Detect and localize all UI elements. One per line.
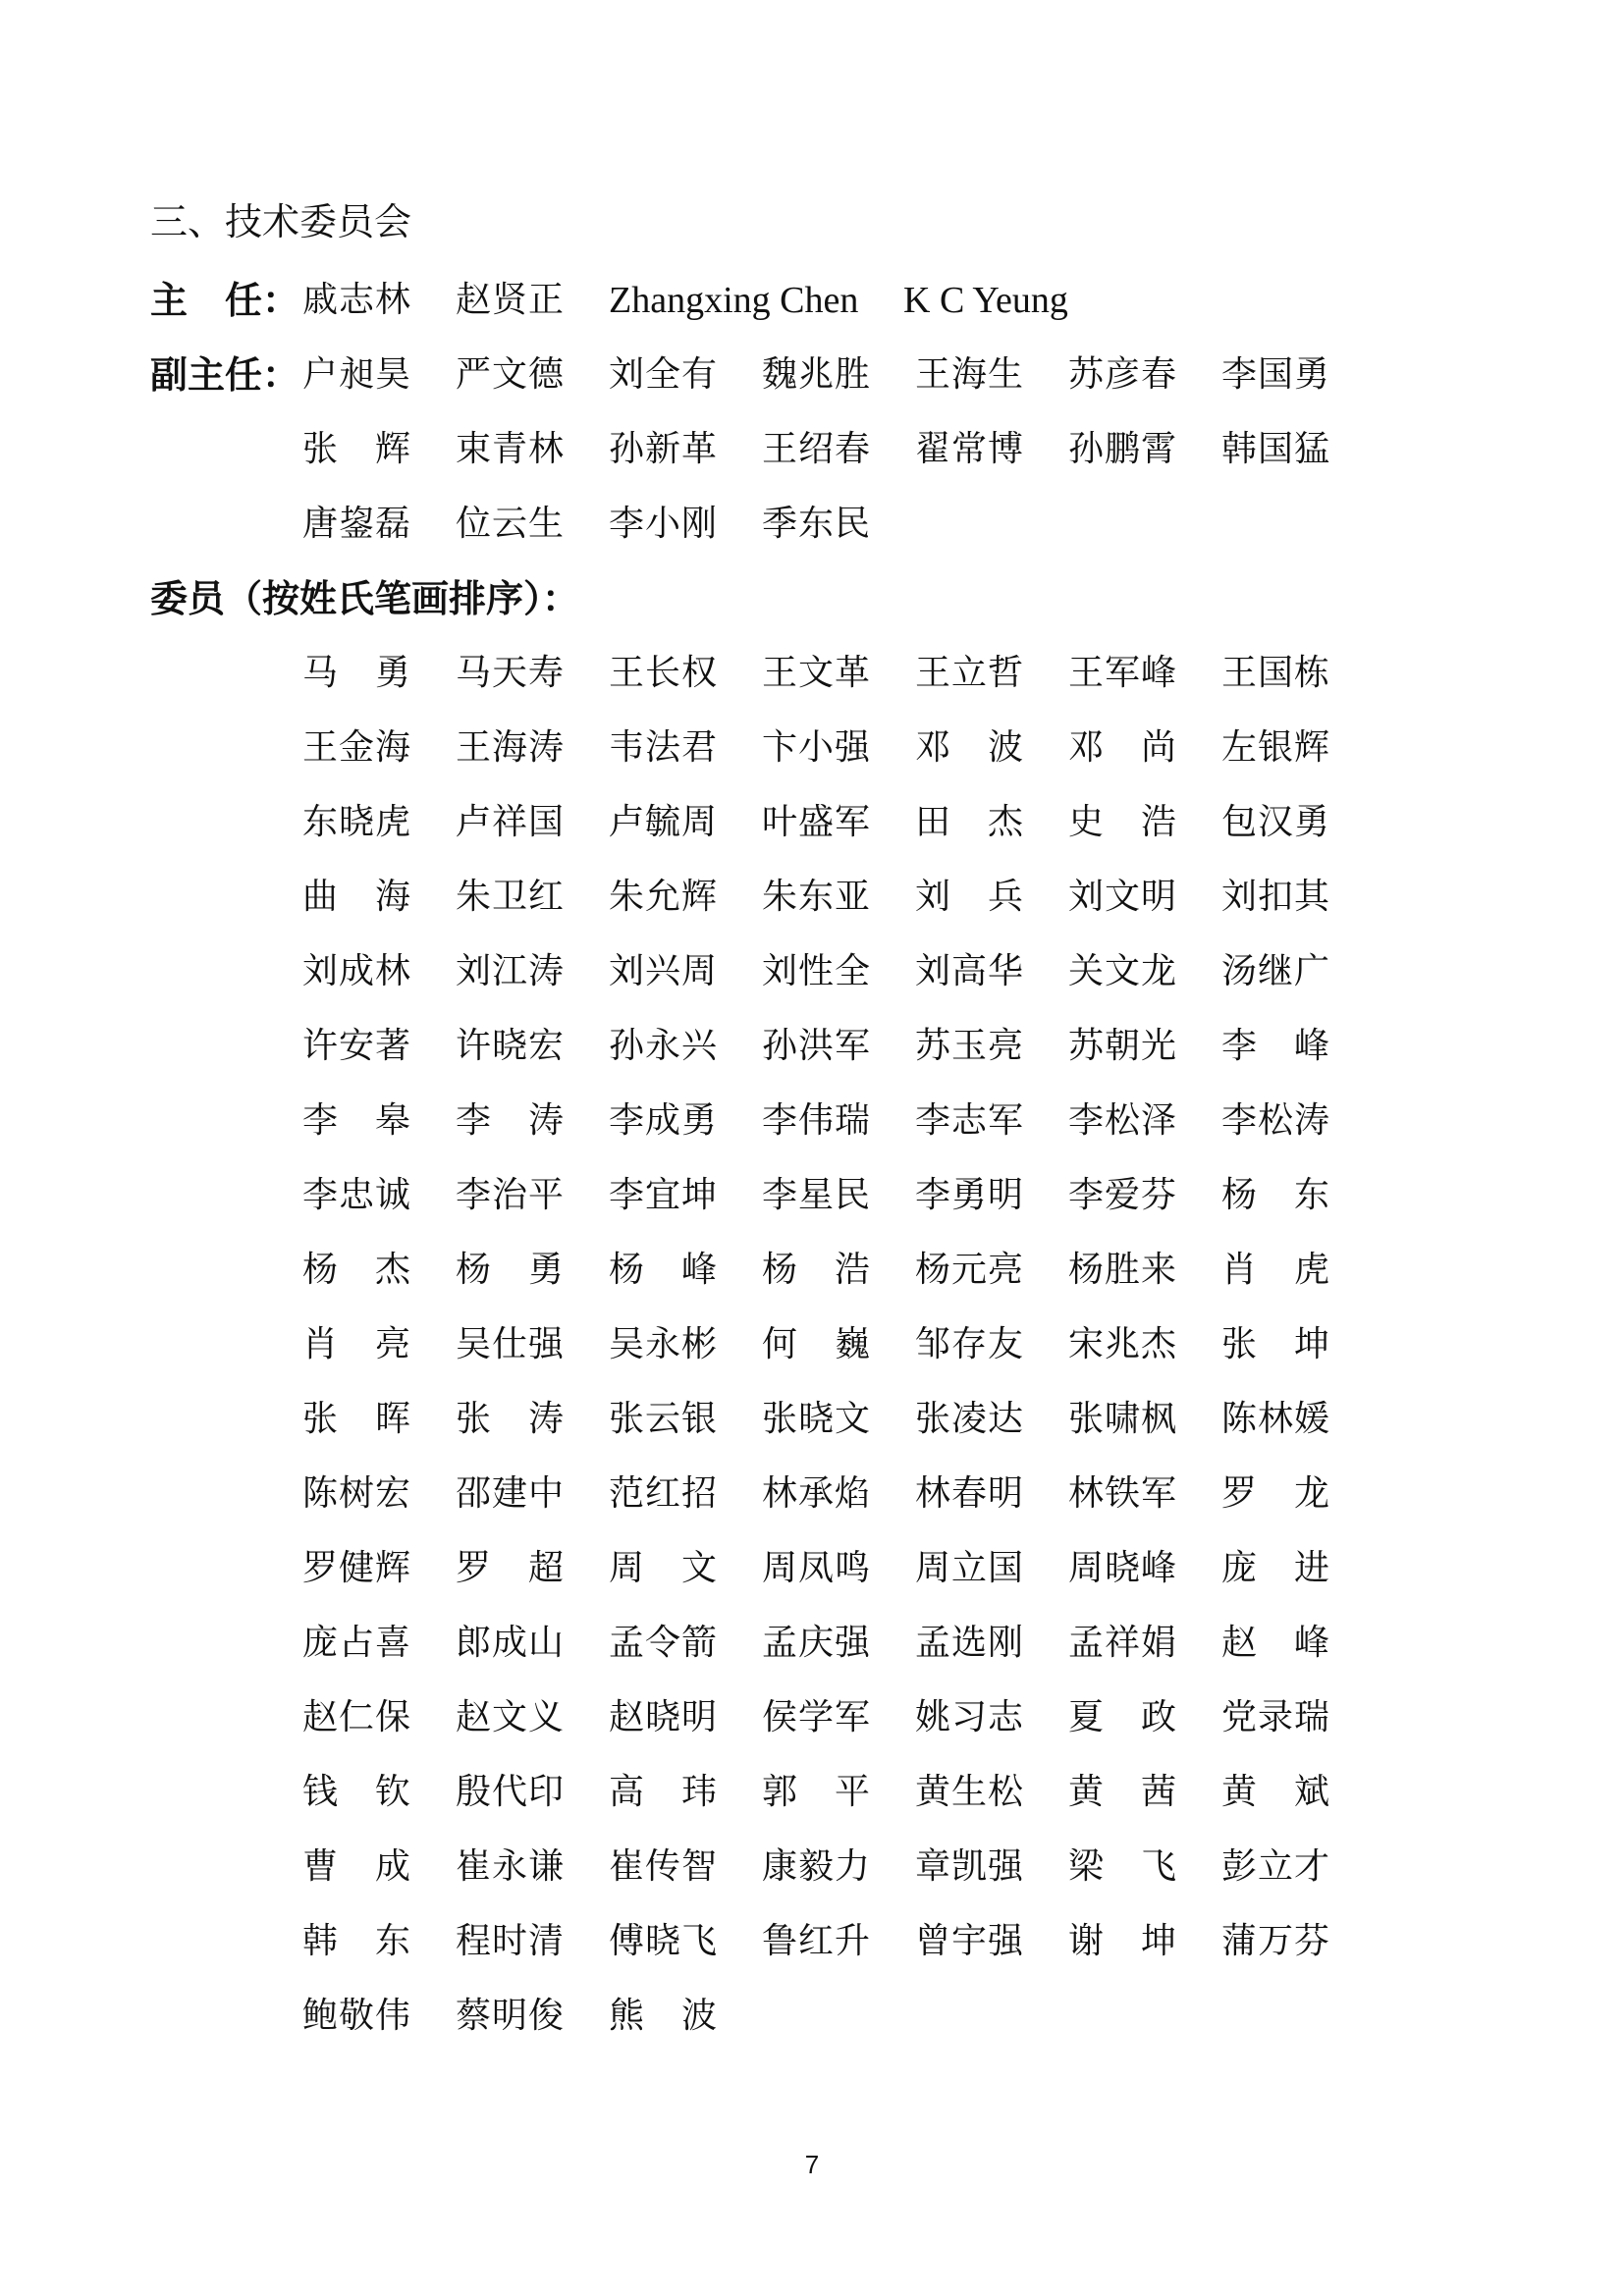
member-name: 邓 波 [915,727,1025,768]
member-name: 康毅力 [762,1846,872,1887]
member-name: 李治平 [456,1175,566,1215]
member-name: 黄生松 [915,1772,1025,1812]
member-name: 李勇明 [915,1175,1025,1215]
member-name: 李忠诚 [302,1175,412,1215]
member-name: 李松涛 [1221,1100,1331,1141]
member-name: 郭 平 [762,1772,872,1812]
member-name: 赵 峰 [1221,1623,1331,1663]
member-name: 张 涛 [456,1399,566,1439]
member-name: 林春明 [915,1473,1025,1514]
member-name: 王立哲 [915,653,1025,693]
vice-director-name: 孙鹏霄 [1068,429,1178,469]
member-name: 刘扣其 [1221,877,1331,917]
member-name: 张凌达 [915,1399,1025,1439]
vice-director-name: 张 辉 [302,429,412,469]
member-name: 范红招 [609,1473,719,1514]
director-name: K C Yeung [903,280,1068,321]
member-name: 王军峰 [1068,653,1178,693]
member-name: 刘 兵 [915,877,1025,917]
member-name: 熊 波 [609,1996,719,2036]
member-name: 鲁红升 [762,1921,872,1961]
director-label: 主 任： [150,279,300,322]
member-name: 张晓文 [762,1399,872,1439]
member-name: 朱卫红 [456,877,566,917]
vice-director-name: 户昶昊 [302,354,412,395]
member-name: 东晓虎 [302,802,412,842]
member-name: 韩 东 [302,1921,412,1961]
member-name: 苏朝光 [1068,1026,1178,1066]
director-name: Zhangxing Chen [609,280,859,321]
member-name: 苏玉亮 [915,1026,1025,1066]
member-name: 吴永彬 [609,1324,719,1364]
member-name: 邵建中 [456,1473,566,1514]
section-title: 三、技术委员会 [150,200,412,243]
member-name: 邹存友 [915,1324,1025,1364]
member-name: 张啸枫 [1068,1399,1178,1439]
member-name: 傅晓飞 [609,1921,719,1961]
member-name: 刘江涛 [456,951,566,991]
member-name: 曹 成 [302,1846,412,1887]
member-name: 高 玮 [609,1772,719,1812]
member-name: 杨胜来 [1068,1250,1178,1290]
vice-director-name: 孙新革 [609,429,719,469]
member-name: 林承焰 [762,1473,872,1514]
member-names [302,644,1353,2061]
member-name: 曾宇强 [915,1921,1025,1961]
member-name: 钱 钦 [302,1772,412,1812]
member-name: 杨 峰 [609,1250,719,1290]
member-name: 何 巍 [762,1324,872,1364]
member-name: 孟选刚 [915,1623,1025,1663]
member-name: 宋兆杰 [1068,1324,1178,1364]
vice-director-names [302,346,1353,569]
member-name: 赵文义 [456,1697,566,1737]
page-number: 7 [804,2150,820,2179]
member-name: 彭立才 [1221,1846,1331,1887]
member-name: 朱东亚 [762,877,872,917]
member-name: 夏 政 [1068,1697,1178,1737]
vice-director-name: 季东民 [762,504,872,544]
member-name: 邓 尚 [1068,727,1178,768]
member-name: 马 勇 [302,653,412,693]
member-name: 崔传智 [609,1846,719,1887]
vice-director-name: 李国勇 [1221,354,1331,395]
member-name: 孙永兴 [609,1026,719,1066]
member-name: 王长权 [609,653,719,693]
member-name: 包汉勇 [1221,802,1331,842]
member-name: 殷代印 [456,1772,566,1812]
member-name: 关文龙 [1068,951,1178,991]
member-name: 杨 东 [1221,1175,1331,1215]
member-name: 孙洪军 [762,1026,872,1066]
member-name: 陈树宏 [302,1473,412,1514]
vice-director-name: 苏彦春 [1068,354,1178,395]
vice-director-label: 副主任： [150,353,300,397]
member-name: 韦法君 [609,727,719,768]
member-name: 杨 杰 [302,1250,412,1290]
member-name: 刘文明 [1068,877,1178,917]
member-name: 李成勇 [609,1100,719,1141]
member-name: 张云银 [609,1399,719,1439]
member-name: 侯学军 [762,1697,872,1737]
member-name: 罗 超 [456,1548,566,1588]
member-name: 庞 进 [1221,1548,1331,1588]
vice-director-name: 魏兆胜 [762,354,872,395]
member-name: 田 杰 [915,802,1025,842]
member-name: 孟庆强 [762,1623,872,1663]
member-name: 程时清 [456,1921,566,1961]
member-name: 鲍敬伟 [302,1996,412,2036]
vice-director-name: 翟常博 [915,429,1025,469]
member-name: 孟祥娟 [1068,1623,1178,1663]
member-name: 李爱芬 [1068,1175,1178,1215]
vice-director-name: 李小刚 [609,504,719,544]
member-name: 赵晓明 [609,1697,719,1737]
member-name: 周立国 [915,1548,1025,1588]
member-name: 张 坤 [1221,1324,1331,1364]
member-name: 杨元亮 [915,1250,1025,1290]
member-name: 李 峰 [1221,1026,1331,1066]
member-name: 朱允辉 [609,877,719,917]
member-name: 崔永谦 [456,1846,566,1887]
member-name: 赵仁保 [302,1697,412,1737]
member-name: 杨 浩 [762,1250,872,1290]
member-name: 庞占喜 [302,1623,412,1663]
member-name: 蒲万芬 [1221,1921,1331,1961]
member-name: 刘高华 [915,951,1025,991]
member-name: 蔡明俊 [456,1996,566,2036]
member-name: 李星民 [762,1175,872,1215]
member-name: 周 文 [609,1548,719,1588]
vice-director-name: 束青林 [456,429,566,469]
member-name: 陈林媛 [1221,1399,1331,1439]
member-name: 卢毓周 [609,802,719,842]
director-name: 戚志林 [302,280,412,320]
member-name: 罗 龙 [1221,1473,1331,1514]
member-name: 叶盛军 [762,802,872,842]
member-name: 王海涛 [456,727,566,768]
member-name: 党录瑞 [1221,1697,1331,1737]
member-name: 谢 坤 [1068,1921,1178,1961]
member-name: 王国栋 [1221,653,1331,693]
member-name: 曲 海 [302,877,412,917]
member-name: 孟令箭 [609,1623,719,1663]
member-name: 史 浩 [1068,802,1178,842]
member-name: 左银辉 [1221,727,1331,768]
member-name: 周晓峰 [1068,1548,1178,1588]
member-name: 许晓宏 [456,1026,566,1066]
member-name: 黄 斌 [1221,1772,1331,1812]
member-name: 汤继广 [1221,951,1331,991]
member-name: 马天寿 [456,653,566,693]
member-name: 刘性全 [762,951,872,991]
member-name: 黄 茜 [1068,1772,1178,1812]
member-name: 周凤鸣 [762,1548,872,1588]
member-name: 郎成山 [456,1623,566,1663]
member-name: 李松泽 [1068,1100,1178,1141]
member-name: 卞小强 [762,727,872,768]
vice-director-name: 王绍春 [762,429,872,469]
member-name: 王金海 [302,727,412,768]
member-name: 李 皋 [302,1100,412,1141]
member-name: 李伟瑞 [762,1100,872,1141]
member-name: 章凯强 [915,1846,1025,1887]
member-name: 张 晖 [302,1399,412,1439]
vice-director-name: 韩国猛 [1221,429,1331,469]
director-names [302,271,1159,330]
member-name: 姚习志 [915,1697,1025,1737]
member-name: 刘兴周 [609,951,719,991]
member-name: 梁 飞 [1068,1846,1178,1887]
member-name: 李志军 [915,1100,1025,1141]
member-name: 李 涛 [456,1100,566,1141]
vice-director-name: 刘全有 [609,354,719,395]
member-name: 王文革 [762,653,872,693]
vice-director-name: 严文德 [456,354,566,395]
member-name: 杨 勇 [456,1250,566,1290]
director-name: 赵贤正 [456,280,566,320]
vice-director-name: 唐鋆磊 [302,504,412,544]
member-name: 林铁军 [1068,1473,1178,1514]
members-label: 委员（按姓氏笔画排序）： [150,577,580,620]
vice-director-name: 位云生 [456,504,566,544]
member-name: 肖 亮 [302,1324,412,1364]
member-name: 肖 虎 [1221,1250,1331,1290]
member-name: 李宜坤 [609,1175,719,1215]
member-name: 卢祥国 [456,802,566,842]
vice-director-name: 王海生 [915,354,1025,395]
member-name: 罗健辉 [302,1548,412,1588]
member-name: 刘成林 [302,951,412,991]
member-name: 吴仕强 [456,1324,566,1364]
member-name: 许安著 [302,1026,412,1066]
